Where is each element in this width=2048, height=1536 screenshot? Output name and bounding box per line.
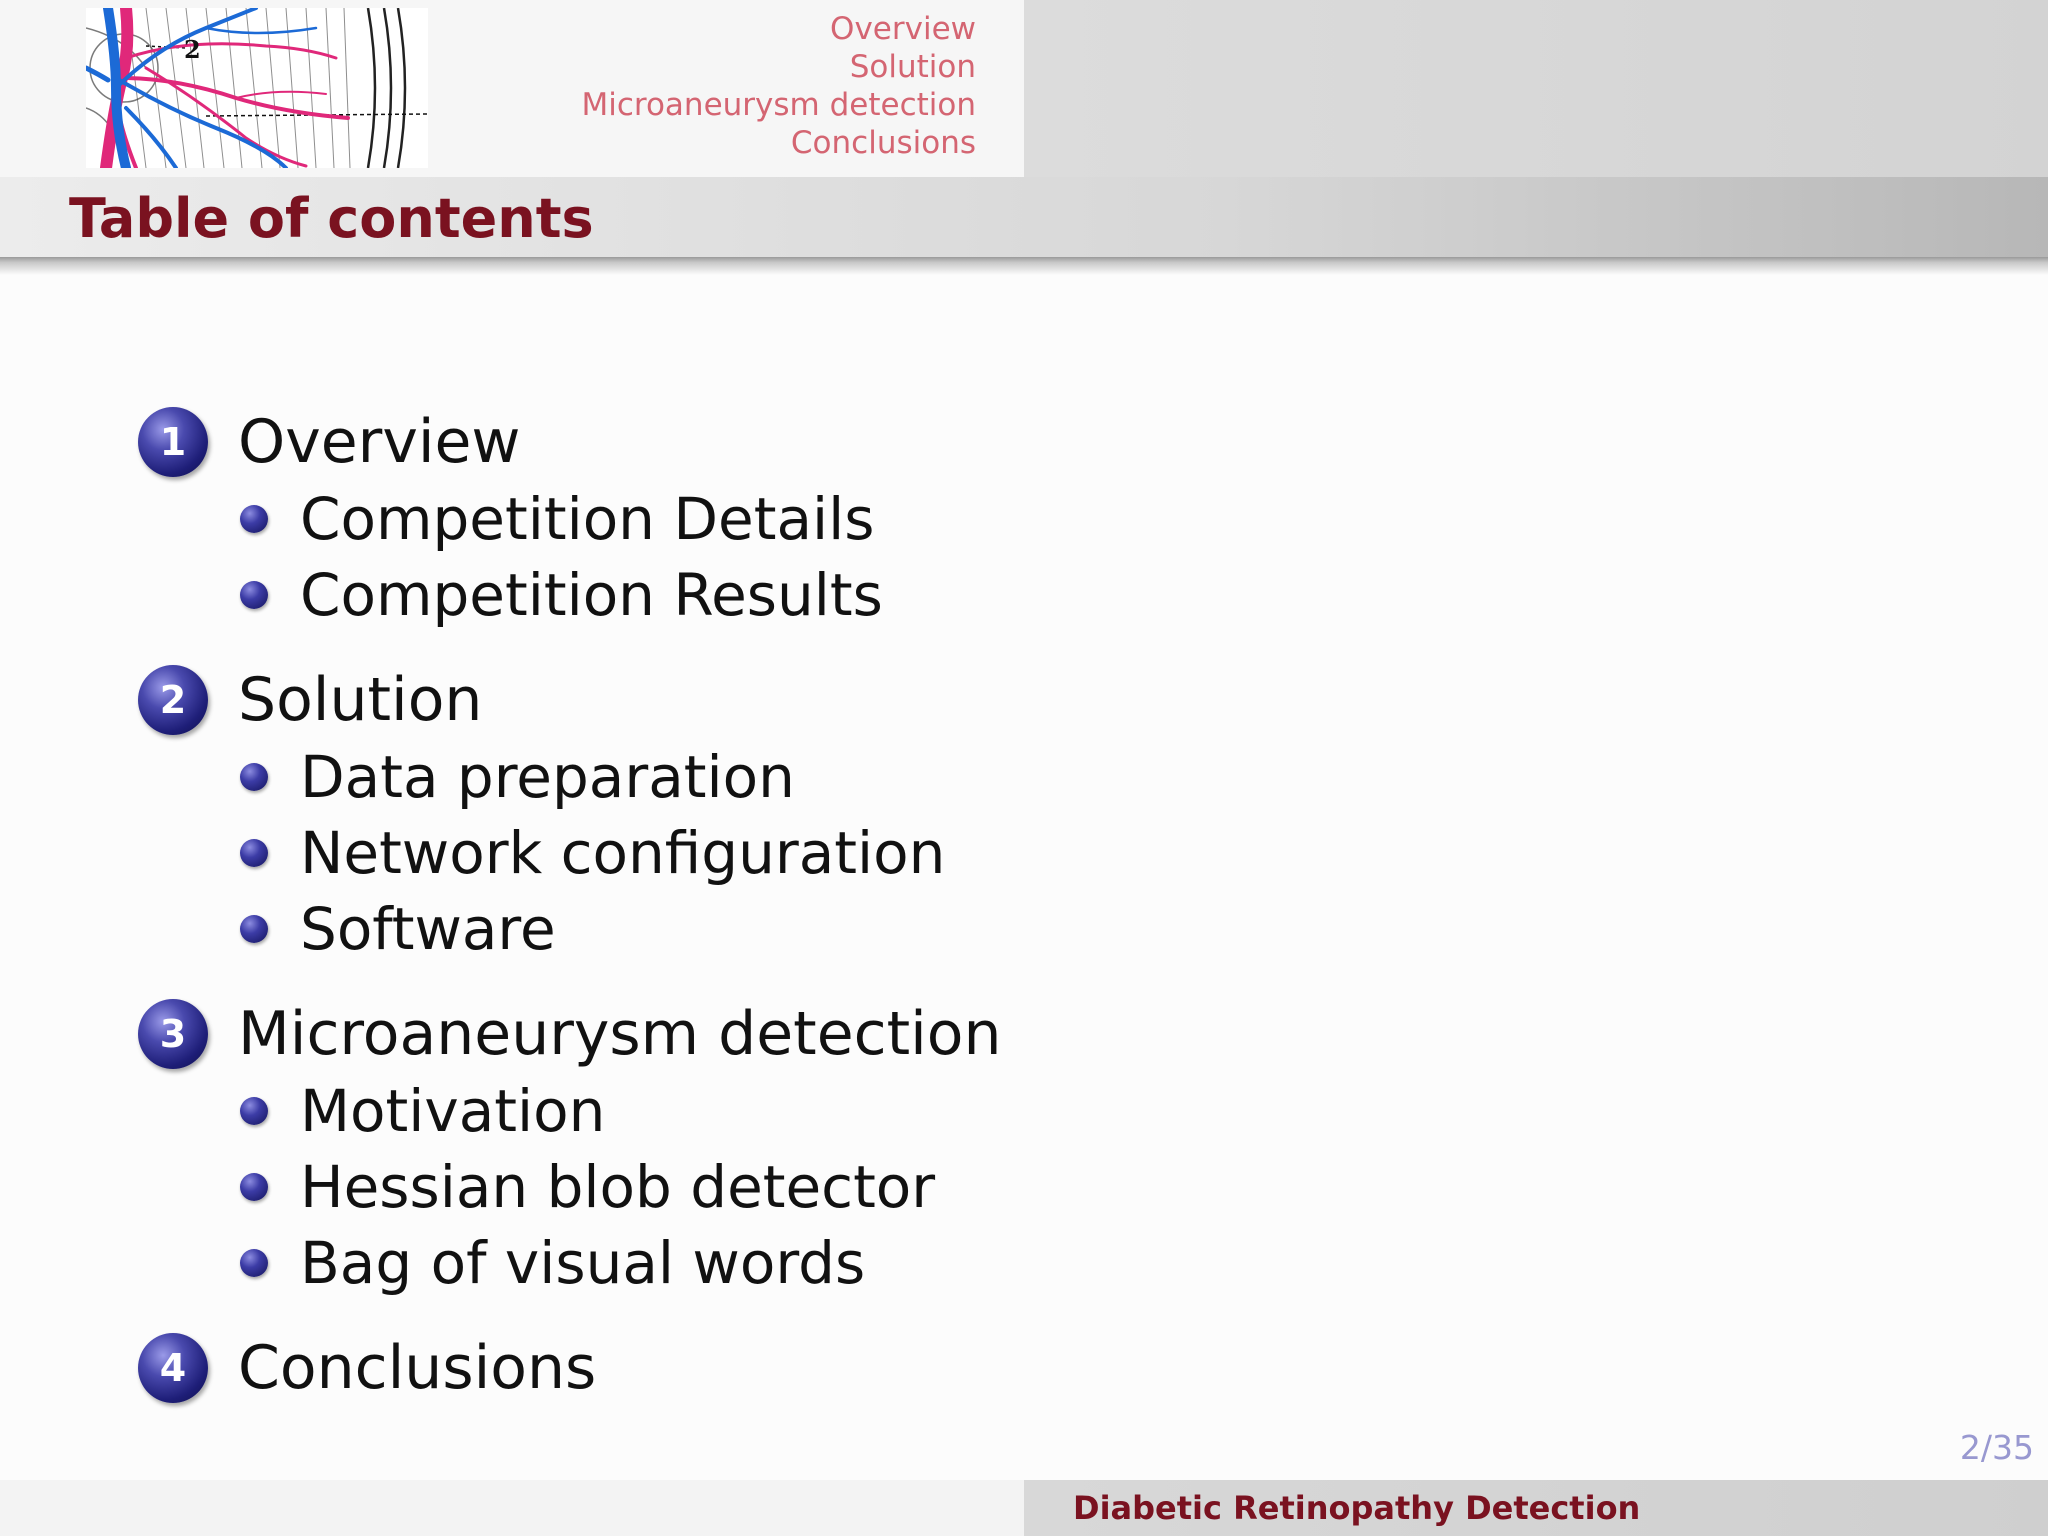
toc-subsection-label: Bag of visual words [300, 1229, 866, 1297]
toc-section-conclusions[interactable] [138, 1330, 596, 1406]
toc-subsection-competition-details[interactable] [240, 484, 874, 554]
toc-subsection-network-configuration[interactable] [240, 818, 945, 888]
numbered-ball-icon: 4 [138, 1333, 208, 1403]
footer-left-panel [0, 1480, 1024, 1536]
bullet-ball-icon [240, 1173, 268, 1201]
numbered-ball-icon: 1 [138, 407, 208, 477]
bullet-ball-icon [240, 763, 268, 791]
bullet-ball-icon [240, 505, 268, 533]
toc-subsection-hessian-blob-detector[interactable] [240, 1152, 935, 1222]
bullet-ball-icon [240, 581, 268, 609]
toc-subsection-label: Competition Details [300, 485, 875, 553]
page-number: 2/35 [1959, 1428, 2034, 1467]
nav-link-overview[interactable]: Overview [830, 11, 976, 47]
toc-subsection-bag-of-visual-words[interactable] [240, 1228, 865, 1298]
toc-section-label: Solution [238, 665, 483, 735]
logo-label: 2 [184, 35, 201, 64]
bullet-ball-icon [240, 915, 268, 943]
toc-subsection-label: Software [300, 895, 556, 963]
toc-subsection-label: Motivation [300, 1077, 606, 1145]
toc-subsection-label: Hessian blob detector [300, 1153, 936, 1221]
bullet-ball-icon [240, 839, 268, 867]
numbered-ball-icon: 3 [138, 999, 208, 1069]
toc-subsection-motivation[interactable] [240, 1076, 605, 1146]
frame-title: Table of contents [69, 187, 594, 250]
nav-link-solution[interactable]: Solution [849, 49, 976, 85]
nav-link-conclusions[interactable]: Conclusions [790, 125, 976, 161]
bullet-ball-icon [240, 1249, 268, 1277]
toc-section-label: Overview [238, 407, 521, 477]
toc-subsection-label: Network configuration [300, 819, 946, 887]
toc-subsection-label: Competition Results [300, 561, 883, 629]
toc-subsection-software[interactable] [240, 894, 556, 964]
toc-subsection-label: Data preparation [300, 743, 795, 811]
toc-section-label: Microaneurysm detection [238, 999, 1002, 1069]
numbered-ball-icon: 2 [138, 665, 208, 735]
footer-title: Diabetic Retinopathy Detection [1073, 1489, 1641, 1527]
toc-section-overview[interactable] [138, 404, 520, 480]
toc-section-solution[interactable] [138, 662, 482, 738]
toc-section-label: Conclusions [238, 1333, 597, 1403]
bullet-ball-icon [240, 1097, 268, 1125]
toc-subsection-competition-results[interactable] [240, 560, 883, 630]
toc-subsection-data-preparation[interactable] [240, 742, 795, 812]
nav-link-microaneurysm-detection[interactable]: Microaneurysm detection [581, 87, 976, 123]
toc-section-microaneurysm-detection[interactable] [138, 996, 1002, 1072]
